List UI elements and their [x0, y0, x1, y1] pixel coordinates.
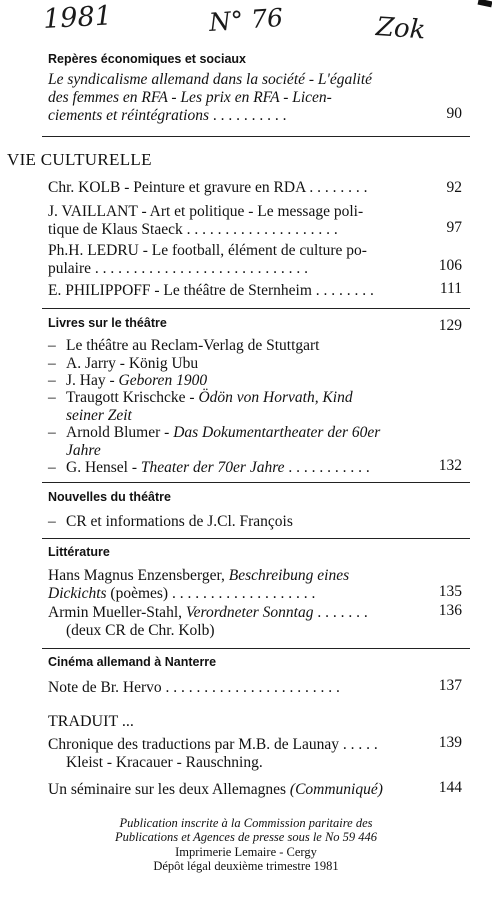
page-corner-mark [478, 0, 492, 7]
toc-entry-cont: Dickichts (poèmes) . . . . . . . . . . . . . . . . . . . [48, 585, 316, 602]
toc-entry-cont: pulaire . . . . . . . . . . . . . . . . . . . . . . . . . . . . [48, 260, 309, 277]
toc-entry: J. VAILLANT - Art et politique - Le message poli- [48, 203, 364, 220]
section-divider [42, 482, 470, 483]
section-divider [42, 538, 470, 539]
handwritten-number: N° 76 [207, 2, 284, 38]
book-item: A. Jarry - König Ubu [66, 355, 199, 372]
toc-entry: Note de Br. Hervo . . . . . . . . . . . . . . . . . . . . . . . [48, 679, 340, 696]
toc-entry: Armin Mueller-Stahl, Verordneter Sonntag . . . . . . . [48, 604, 368, 621]
page-number: 90 [446, 105, 462, 122]
section-heading-reperes: Repères économiques et sociaux [48, 52, 246, 66]
section-heading-traduit: TRADUIT ... [48, 713, 134, 730]
book-item-cont: seiner Zeit [66, 407, 132, 424]
news-item: CR et informations de J.Cl. François [66, 513, 293, 530]
bullet-dash: – [48, 459, 56, 476]
page-number: 132 [438, 457, 462, 474]
footer-line: Publication inscrite à la Commission paritaire des [119, 816, 373, 830]
toc-entry-cont: Kleist - Kracauer - Rauschning. [66, 754, 263, 771]
toc-entry: E. PHILIPPOFF - Le théâtre de Sternheim . . . . . . . . [48, 282, 374, 299]
page-number: 97 [446, 219, 462, 236]
reperes-line-1: Le syndicalisme allemand dans la société - L'égalité [48, 71, 373, 88]
section-heading-livres: Livres sur le théâtre [48, 316, 167, 330]
book-item: J. Hay - Geboren 1900 [66, 372, 208, 389]
book-item: Le théâtre au Reclam-Verlag de Stuttgart [66, 337, 320, 354]
page-number: 137 [438, 677, 462, 694]
book-item: Arnold Blumer - Das Dokumentartheater der 60er [66, 424, 381, 441]
footer-line: Publications et Agences de presse sous le No 59 446 [114, 830, 378, 844]
page-number: 136 [438, 602, 462, 619]
section-heading-nouvelles: Nouvelles du théâtre [48, 490, 171, 504]
bullet-dash: – [48, 513, 56, 530]
toc-entry: Hans Magnus Enzensberger, Beschreibung eines [48, 567, 350, 584]
footer-line: Imprimerie Lemaire - Cergy [175, 845, 317, 859]
page-number: 139 [438, 734, 462, 751]
toc-entry: Chronique des traductions par M.B. de Launay . . . . . [48, 736, 378, 753]
book-item-cont: Jahre [66, 442, 101, 459]
page-number: 144 [438, 779, 462, 796]
footer-line: Dépôt légal deuxième trimestre 1981 [153, 859, 339, 873]
toc-entry: Chr. KOLB - Peinture et gravure en RDA . . . . . . . . [48, 179, 368, 196]
book-item: Traugott Krischcke - Ödön von Horvath, Kind [66, 389, 353, 406]
section-divider [42, 308, 470, 309]
reperes-line-3: ciements et réintégrations . . . . . . . . . . [48, 107, 287, 124]
toc-entry-cont: (deux CR de Chr. Kolb) [66, 622, 215, 639]
bullet-dash: – [48, 337, 56, 354]
handwritten-code: Zok [375, 12, 427, 46]
handwritten-year: 1981 [42, 0, 113, 36]
reperes-line-2: des femmes en RFA - Les prix en RFA - Licen- [48, 89, 332, 106]
bullet-dash: – [48, 389, 56, 406]
section-divider [42, 648, 470, 649]
bullet-dash: – [48, 355, 56, 372]
book-item: G. Hensel - Theater der 70er Jahre . . . . . . . . . . . [66, 459, 370, 476]
page-number: 129 [438, 317, 462, 334]
toc-entry: Ph.H. LEDRU - Le football, élément de culture po- [48, 242, 367, 259]
bullet-dash: – [48, 424, 56, 441]
page-number: 135 [438, 583, 462, 600]
page-number: 106 [438, 257, 462, 274]
section-heading-litterature: Littérature [48, 545, 110, 559]
page-number: 92 [446, 179, 462, 196]
toc-entry: Un séminaire sur les deux Allemagnes (Communiqué) [48, 781, 383, 798]
toc-entry-cont: tique de Klaus Staeck . . . . . . . . . . . . . . . . . . . . [48, 221, 338, 238]
section-heading-cinema: Cinéma allemand à Nanterre [48, 655, 217, 669]
bullet-dash: – [48, 372, 56, 389]
page-number: 111 [439, 280, 462, 297]
section-divider [42, 136, 470, 137]
section-heading-vie-culturelle: VIE CULTURELLE [7, 150, 152, 169]
